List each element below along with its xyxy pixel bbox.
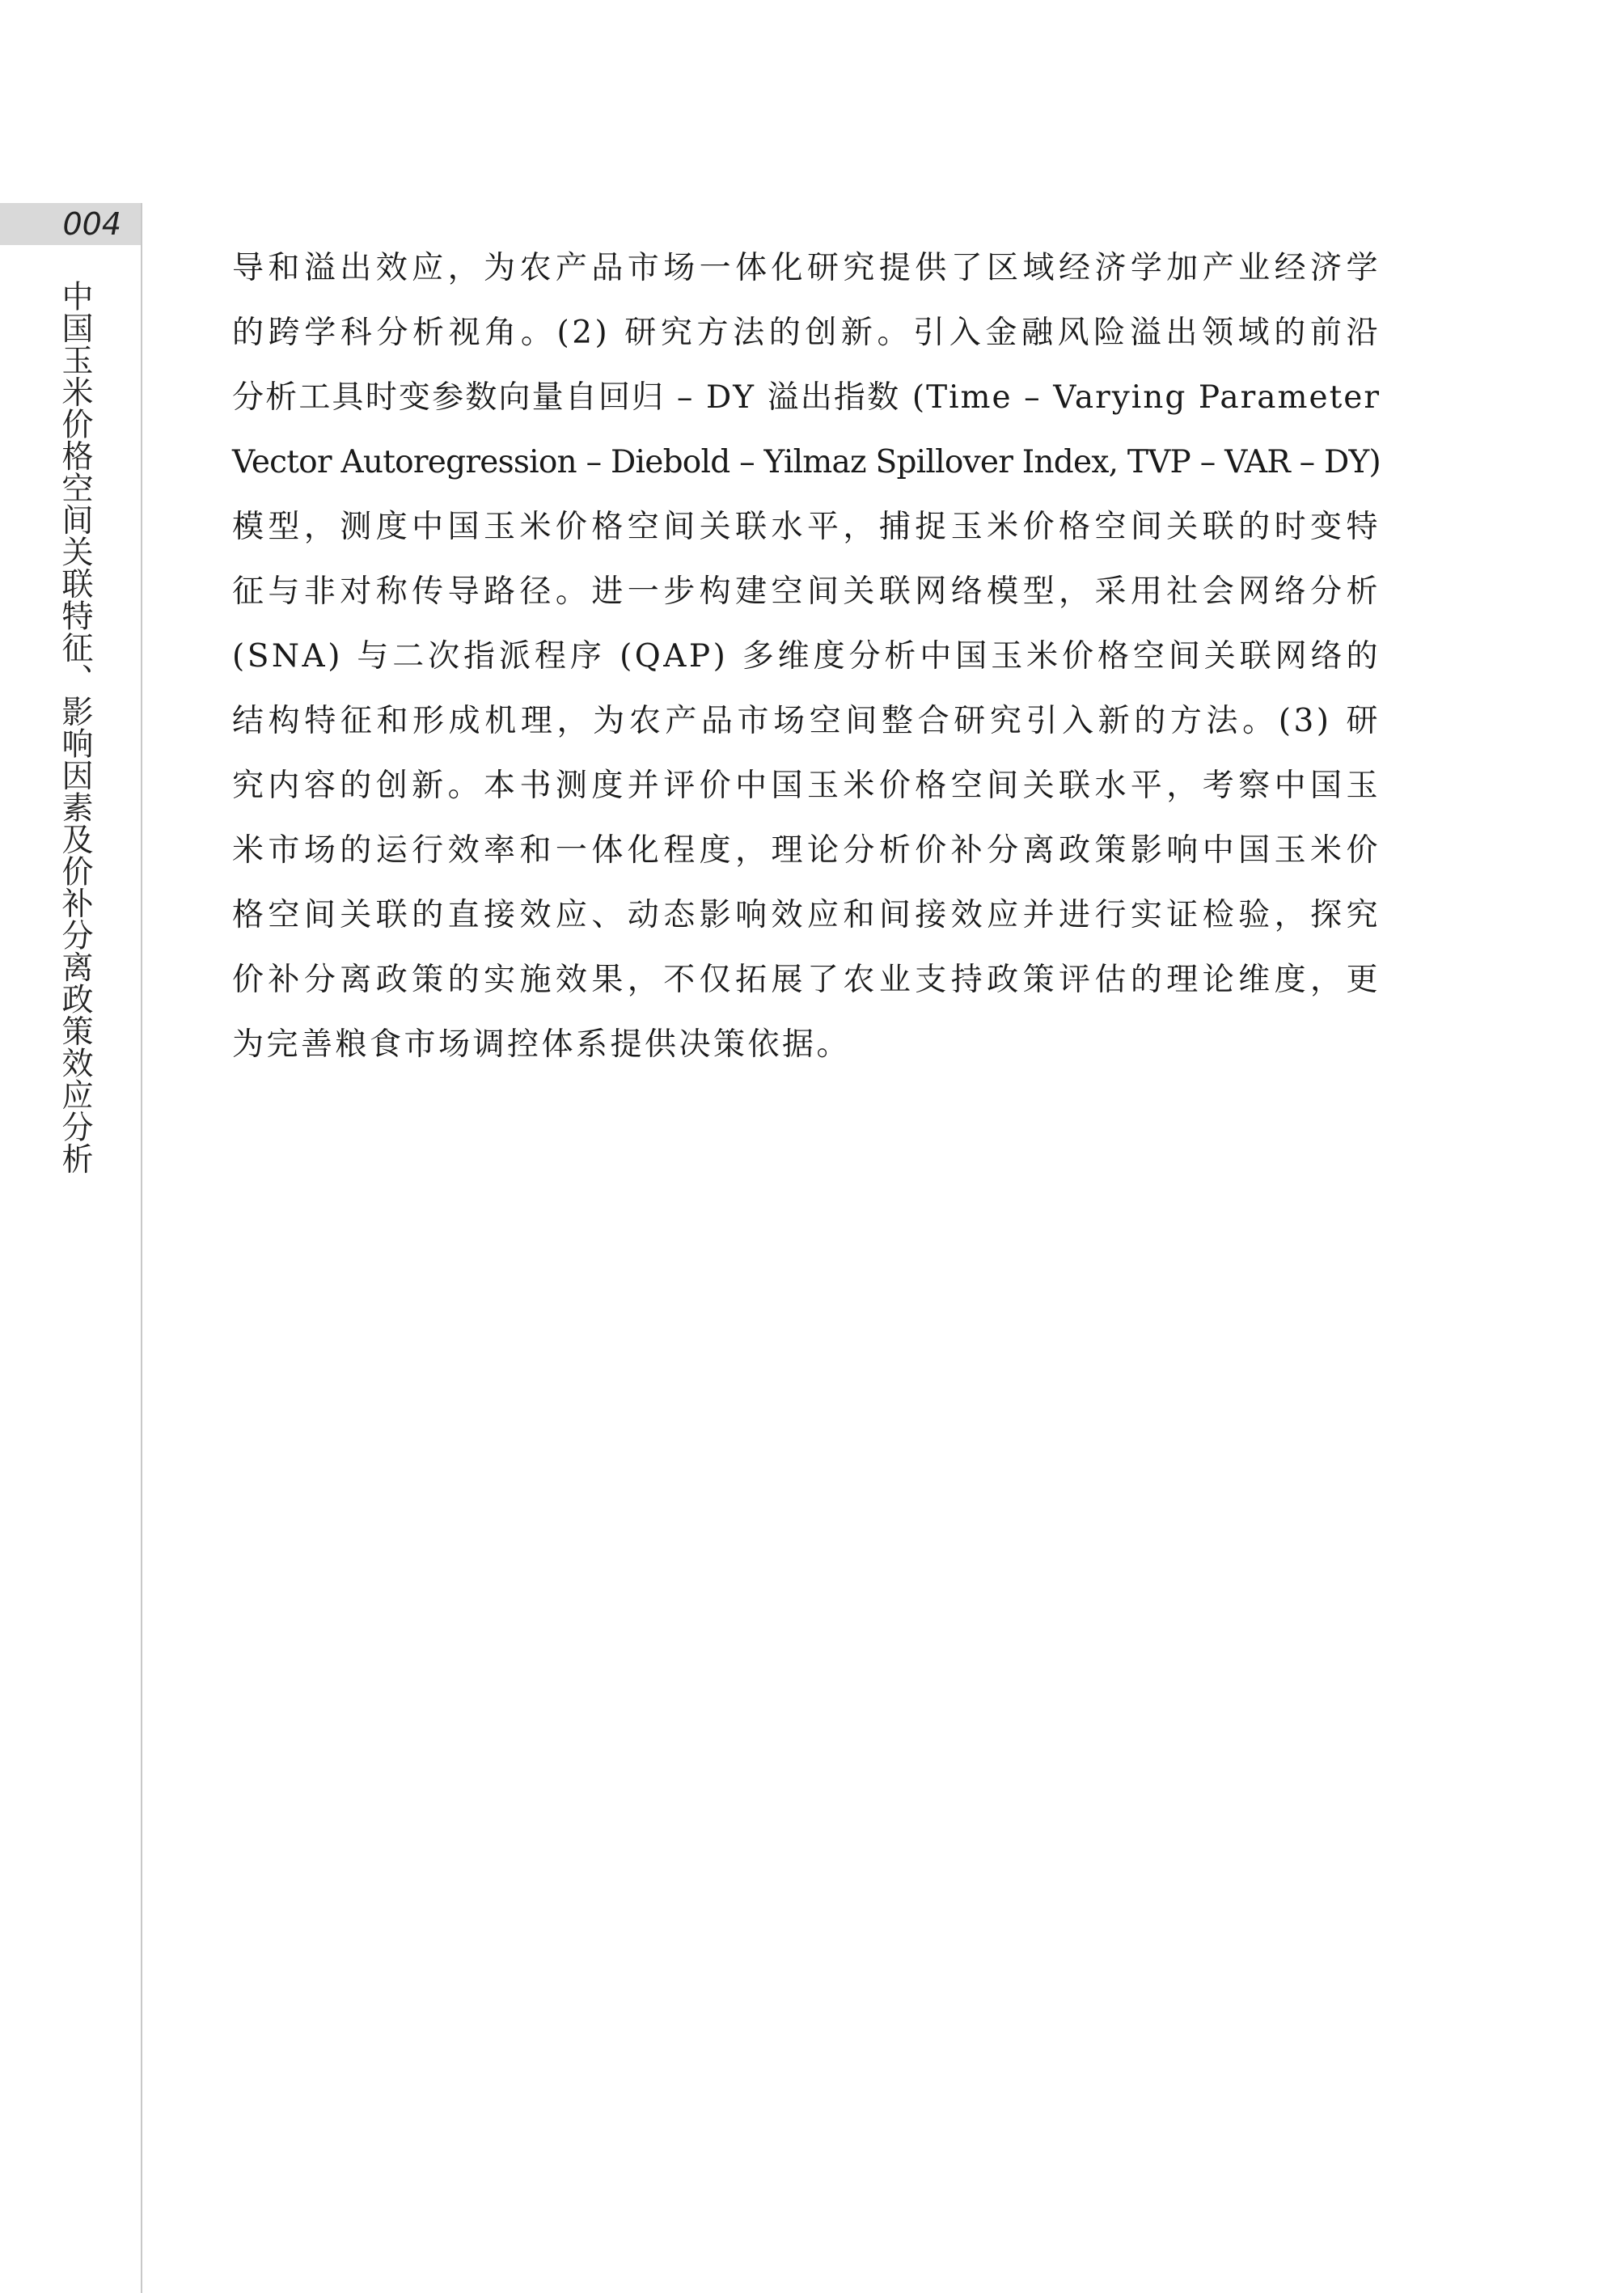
text-line: 征与非对称传导路径。进一步构建空间关联网络模型，采用社会网络分析 [232, 573, 1381, 610]
text-line: 格空间关联的直接效应、动态影响效应和间接效应并进行实证检验，探究 [232, 897, 1381, 933]
text-line: (SNA) 与二次指派程序 (QAP) 多维度分析中国玉米价格空间关联网络的 [232, 638, 1381, 675]
text-line: 结构特征和形成机理，为农产品市场空间整合研究引入新的方法。(3) 研 [232, 703, 1381, 739]
text-line: 的跨学科分析视角。(2) 研究方法的创新。引入金融风险溢出领域的前沿 [232, 315, 1381, 351]
text-line: 为完善粮食市场调控体系提供决策依据。 [232, 1026, 852, 1063]
body-paragraph [232, 236, 1381, 1077]
page-number: 004 [62, 206, 121, 242]
text-line: 究内容的创新。本书测度并评价中国玉米价格空间关联水平，考察中国玉 [232, 768, 1381, 804]
sidebar-divider [141, 203, 142, 2293]
running-title: 中国玉米价格空间关联特征、影响因素及价补分离政策效应分析 [57, 280, 93, 1174]
text-line: Vector Autoregression – Diebold – Yilmaz Spillover Index, TVP – VAR – DY) [232, 444, 1381, 480]
text-line: 价补分离政策的实施效果，不仅拓展了农业支持政策评估的理论维度，更 [232, 962, 1381, 998]
text-line: 米市场的运行效率和一体化程度，理论分析价补分离政策影响中国玉米价 [232, 832, 1381, 869]
page-number-tab [0, 203, 141, 245]
text-line: 导和溢出效应，为农产品市场一体化研究提供了区域经济学加产业经济学 [232, 250, 1381, 286]
text-line: 分析工具时变参数向量自回归 – DY 溢出指数 (Time – Varying Parameter [232, 379, 1381, 416]
text-line: 模型，测度中国玉米价格空间关联水平，捕捉玉米价格空间关联的时变特 [232, 509, 1381, 545]
